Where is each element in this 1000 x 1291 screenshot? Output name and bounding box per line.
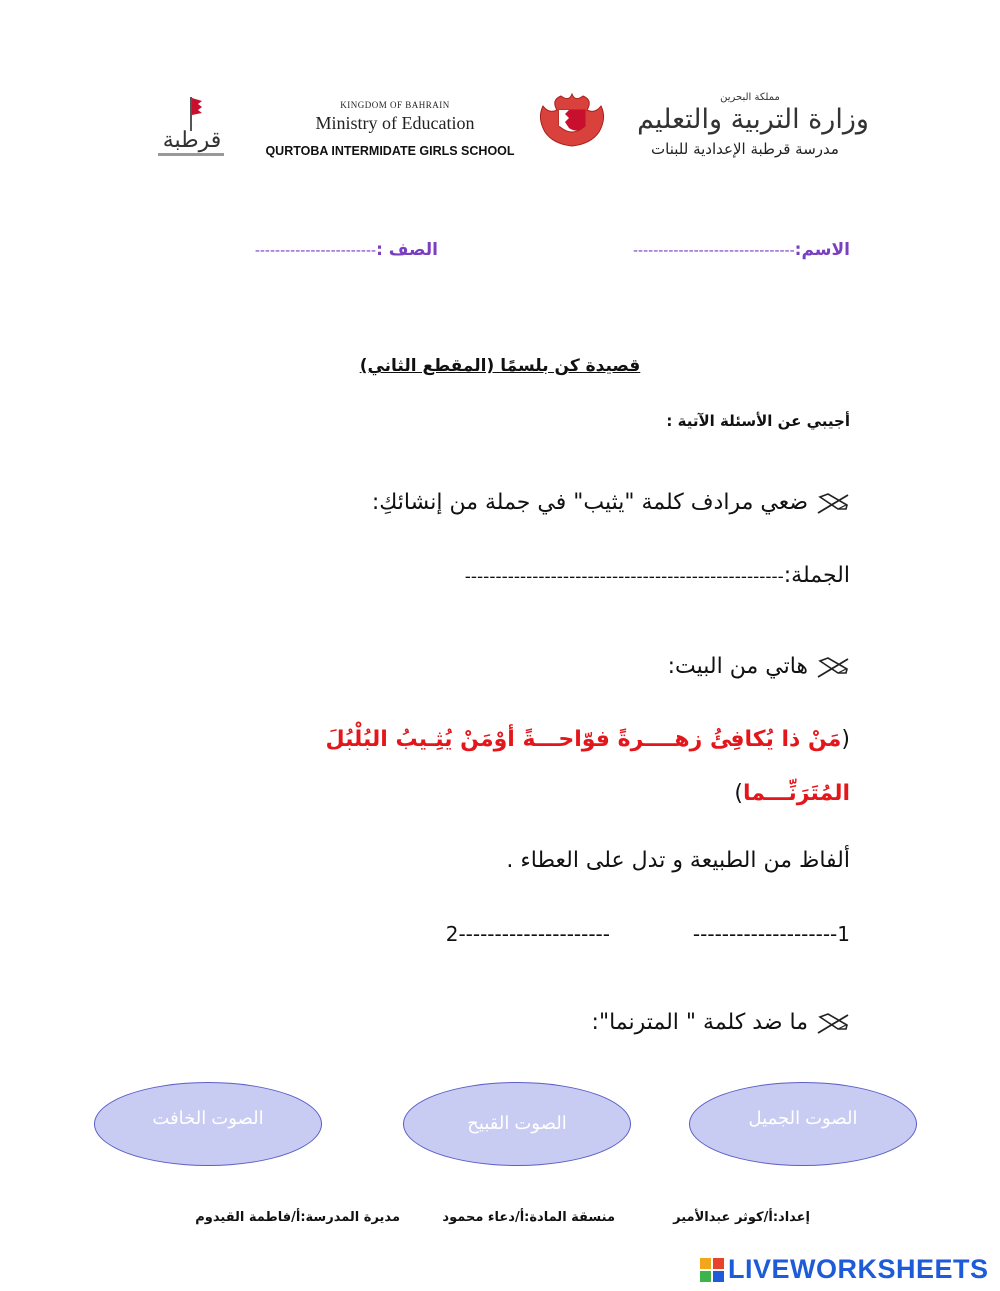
- poem-verse: [140, 713, 850, 821]
- name-dashes: --------------------------------: [633, 243, 795, 259]
- question-2-text: هاتي من البيت:: [667, 654, 808, 679]
- pencil-icon: [816, 655, 850, 679]
- ministry-english: Ministry of Education: [315, 113, 475, 133]
- name-label: الاسم:: [794, 240, 850, 260]
- subject-coordinator: منسقة المادة:أ/دعاء محمود: [442, 1210, 615, 1225]
- liveworksheets-logo-icon: [700, 1258, 724, 1282]
- kingdom-label: KINGDOM OF BAHRAIN: [340, 100, 450, 110]
- option-ugly-sound[interactable]: الصوت القبيح: [403, 1082, 631, 1166]
- bahrain-emblem: [535, 88, 610, 148]
- question-1-text: ضعي مرادف كلمة "يثيب" في جملة من إنشائكِ:: [371, 490, 808, 515]
- ministry-arabic: وزارة التربية والتعليم: [637, 104, 869, 135]
- class-label: الصف :: [376, 240, 438, 260]
- answer-item-1[interactable]: 1--------------------: [692, 922, 850, 946]
- liveworksheets-brand[interactable]: LIVEWORKSHEETS: [728, 1254, 989, 1284]
- verse-open-paren: (: [841, 727, 850, 752]
- school-principal: مديرة المدرسة:أ/فاطمة القيدوم: [195, 1210, 400, 1225]
- kingdom-arabic: مملكة البحرين: [720, 92, 780, 103]
- pencil-icon: [816, 1011, 850, 1035]
- school-name-english: QURTOBA INTERMIDATE GIRLS SCHOOL: [265, 144, 515, 158]
- sentence-answer[interactable]: [465, 563, 850, 588]
- logo-text: قرطبة: [162, 128, 222, 153]
- class-dashes: ------------------------: [254, 243, 377, 259]
- sentence-label: الجملة:: [783, 563, 850, 588]
- question-2: [668, 654, 850, 679]
- question-1: [372, 490, 850, 515]
- verse-line-2: المُتَرَنِّـــما: [742, 781, 850, 806]
- prepared-by: إعداد:أ/كوثر عبدالأمير: [673, 1210, 810, 1225]
- answer-item-2[interactable]: ---------------------2: [445, 922, 610, 946]
- sentence-dashes: ----------------------------------------------------: [464, 567, 784, 587]
- instruction: أجيبي عن الأسئلة الآتية :: [666, 412, 850, 430]
- page-title: قصيدة كن بلسمًا (المقطع الثاني): [359, 356, 641, 376]
- verse-close-paren: ): [734, 781, 743, 806]
- question-3: [592, 1010, 850, 1035]
- option-faint-sound[interactable]: الصوت الخافت: [94, 1082, 322, 1166]
- school-name-arabic: مدرسة قرطبة الإعدادية للبنات: [651, 140, 839, 158]
- name-field[interactable]: [633, 240, 850, 260]
- class-field[interactable]: [255, 240, 438, 260]
- school-logo: [152, 95, 232, 165]
- verse-line-1: مَنْ ذا يُكافِئُ زهــــرةً فوّاحـــةً أوْمَنْ يُثِـيبُ البُلْبُلَ: [325, 727, 842, 752]
- option-beautiful-sound[interactable]: الصوت الجميل: [689, 1082, 917, 1166]
- question-3-text: ما ضد كلمة " المترنما":: [591, 1010, 808, 1035]
- nature-words-prompt: ألفاظ من الطبيعة و تدل على العطاء .: [506, 848, 850, 873]
- pencil-icon: [816, 491, 850, 515]
